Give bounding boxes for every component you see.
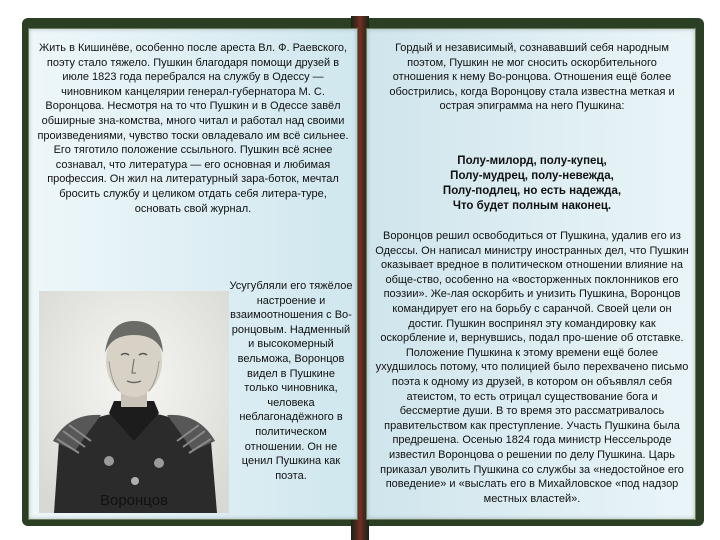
right-page	[366, 28, 696, 520]
portrait-caption: Воронцов	[99, 492, 169, 509]
poem-line: Что будет полным наконец.	[452, 200, 612, 212]
portrait-engraving	[39, 291, 229, 513]
poem-line: Полу-подлец, но есть надежда,	[442, 185, 622, 197]
right-page-main-text: Воронцов решил освободиться от Пушкина, удалив его из Одессы. Он написал министру иностранных дел, что Пушкин оказывает вредное в политическом отношении влияние на обще-ство, особенно на «восторженных поклонников его поэзии». Же-лая оскорбить и унизить Пушкина, Воронцов командирует его на борьбу с саранчой. Своей цели он достиг. Пушкин воспринял эту командировку как оскорбление и, вернувшись, подал про-шение об отставке. Положение Пушкина к этому времени ещё более ухудшилось потому, что полицией было перехвачено письмо поэта к одному из друзей, в котором он объявлял себя атеистом, то есть отрицал существование бога и бессмертие души. В то время это рассматривалось правительством как преступление. Участь Пушкина была предрешена. Осенью 1824 года министр Нессельроде известил Воронцова о решении по делу Пушкина. Царь приказал уволить Пушкина со службы за «недостойное его поведение» и «выслать его в Михайловское «под надзор местных властей».	[375, 230, 689, 505]
left-page	[28, 28, 358, 520]
poem-line: Полу-милорд, полу-купец,	[457, 155, 607, 167]
vorontsov-portrait	[39, 291, 229, 513]
right-page-intro-text: Гордый и независимый, сознававший себя народным поэтом, Пушкин не мог сносить оскорбительного отношения к нему Во-ронцова. Отношения ещё более обострились, когда Воронцову стала известна меткая и острая эпиграмма на него Пушкина:	[389, 42, 675, 113]
left-page-intro-text: Жить в Кишинёве, особенно после ареста Вл. Ф. Раевского, поэту стало тяжело. Пушкин благодаря помощи друзей в июле 1823 года перебрался на службу в Одессу — чиновником канцелярии генерал-губернатора М. С. Воронцова. Несмотря на то что Пушкин и в Одессе завёл обширные зна-комства, много читал и работал над своими произведениями, чувство тоски овладевало им всё сильнее. Его тяготило положение ссыльного. Пушкин всё яснее сознавал, что литература — его основная и любимая профессия. Он жил на литературный зара-боток, мечтал бросить службу и целиком отдать себя литера-туре, основать свой журнал.	[37, 42, 349, 215]
epigram-poem	[379, 154, 685, 214]
left-page-side-text: Усугубляли его тяжёлое настроение и взаимоотношения с Во-ронцовым. Надменный и высокомерный вельможа, Воронцов видел в Пушкине только чиновника, человека неблагонадёжного в политическом отношении. Он не ценил Пушкина как поэта.	[229, 280, 353, 482]
poem-line: Полу-мудрец, полу-невежда,	[450, 170, 614, 182]
